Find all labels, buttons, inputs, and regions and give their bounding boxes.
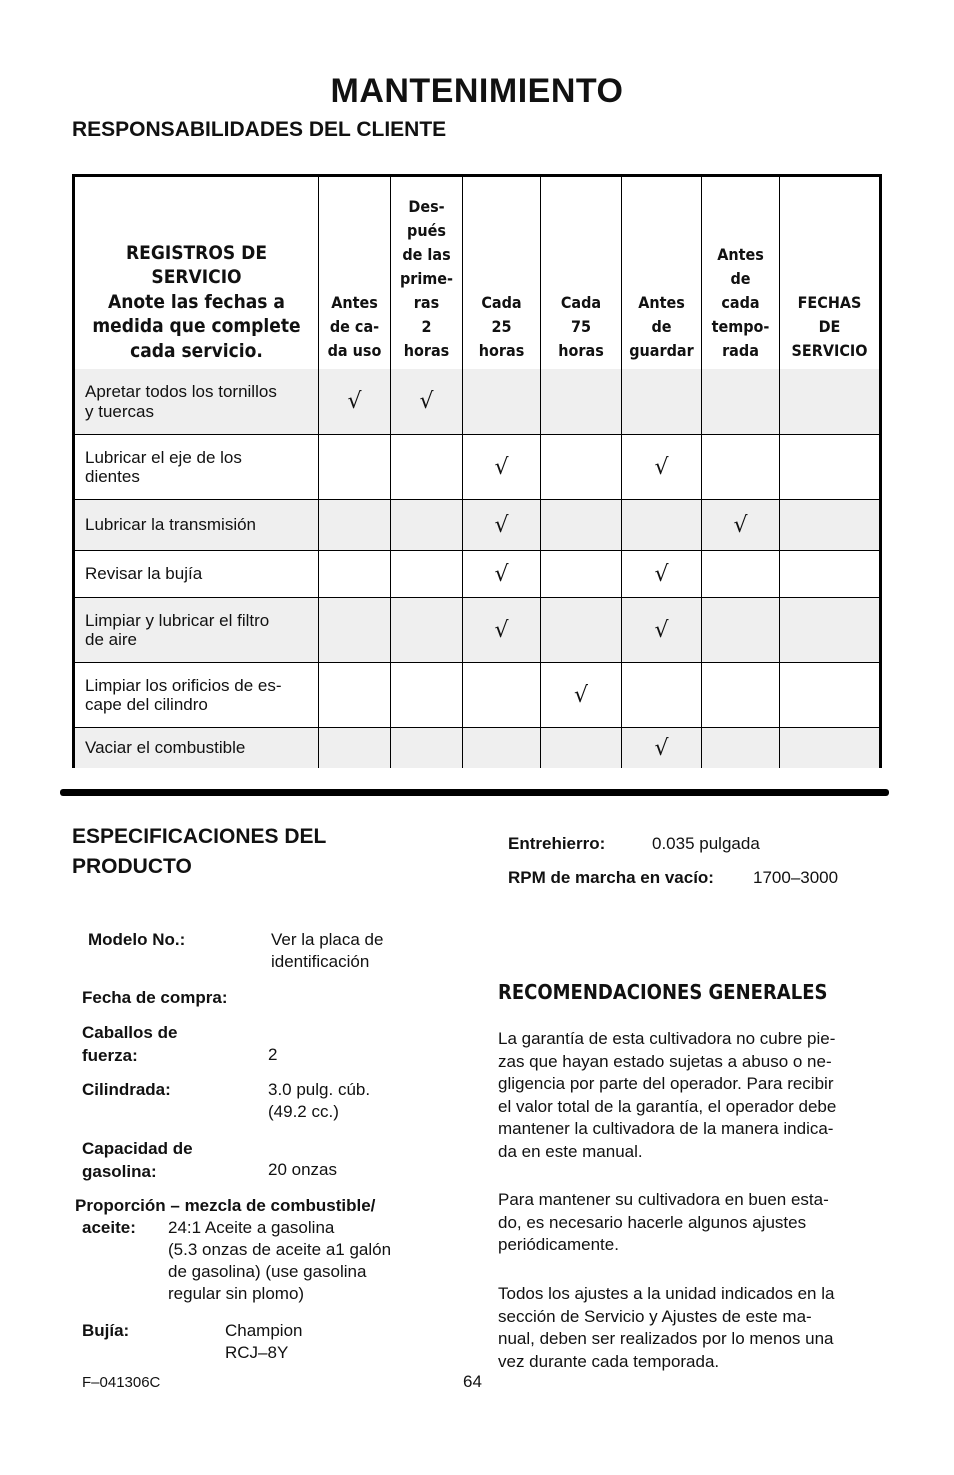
empty-cell (390, 500, 462, 550)
empty-cell (540, 728, 621, 768)
column-header-antes-de-cada-uso: Antes de ca- da uso (318, 177, 390, 369)
empty-cell (390, 435, 462, 499)
column-header-cada-25-horas: Cada 25 horas (462, 177, 540, 369)
spec-label-bujia: Bujía: (82, 1321, 130, 1340)
table-row-label: Lubricar el eje de los dientes (85, 447, 242, 486)
table-row-label: Lubricar la transmisión (85, 515, 257, 535)
table-row-label: Apretar todos los tornillos y tuercas (85, 382, 277, 421)
empty-cell (462, 663, 540, 727)
empty-cell (621, 500, 701, 550)
check-mark-cell: √ (390, 369, 462, 434)
table-row (75, 369, 879, 435)
check-mark-cell: √ (318, 369, 390, 434)
table-corner-header: REGISTROS DE SERVICIO Anote las fechas a medida que complete cada servicio. (92, 241, 301, 362)
empty-cell (621, 369, 701, 434)
spec-value-aceite: 24:1 Aceite a gasolina (5.3 onzas de aceite a1 galón de gasolina) (use gasolina regular sin plomo) (168, 1218, 392, 1303)
empty-cell (621, 663, 701, 727)
table-row-label: Vaciar el combustible (85, 738, 246, 758)
empty-cell (779, 500, 879, 550)
empty-cell (318, 663, 390, 727)
empty-cell (701, 598, 779, 662)
empty-cell (701, 728, 779, 768)
empty-cell (462, 728, 540, 768)
empty-cell (318, 500, 390, 550)
recomendaciones-paragraph-1: La garantía de esta cultivadora no cubre pie- zas que hayan estado sujetas a abuso o ne- gligencia por parte del operador. Para recibir el valor total de la garantía, el operador debe mantener la cultivadora de la manera indica- da en este manual. (498, 1029, 837, 1161)
spec-label-capacidad: Capacidad de gasolina: (82, 1139, 193, 1181)
table-row-label: Revisar la bujía (85, 564, 203, 584)
empty-cell (540, 551, 621, 597)
empty-cell (779, 663, 879, 727)
empty-cell (390, 551, 462, 597)
empty-cell (701, 551, 779, 597)
empty-cell (462, 369, 540, 434)
spec-label-modelo: Modelo No.: (88, 930, 186, 949)
check-mark-cell: √ (621, 435, 701, 499)
check-mark-cell: √ (701, 500, 779, 550)
check-mark-cell: √ (540, 663, 621, 727)
spec-value-modelo: Ver la placa de identificación (271, 930, 384, 971)
table-row (75, 500, 879, 551)
column-header-despues-primeras-2-horas: Des- pués de las prime- ras 2 horas (390, 177, 462, 369)
empty-cell (318, 435, 390, 499)
spec-label-entrehierro: Entrehierro: (508, 834, 606, 853)
check-mark-cell: √ (462, 500, 540, 550)
spec-label-rpm: RPM de marcha en vacío: (508, 868, 714, 887)
spec-label-cilindrada: Cilindrada: (82, 1080, 171, 1099)
empty-cell (779, 728, 879, 768)
empty-cell (779, 598, 879, 662)
empty-cell (540, 369, 621, 434)
table-row (75, 551, 879, 598)
page-number: 64 (463, 1372, 482, 1391)
check-mark-cell: √ (462, 435, 540, 499)
column-header-antes-de-cada-temporada: Antes de cada tempo- rada (701, 177, 779, 369)
empty-cell (318, 551, 390, 597)
maintenance-table (72, 174, 882, 768)
check-mark-cell: √ (462, 551, 540, 597)
spec-value-entrehierro: 0.035 pulgada (652, 834, 760, 853)
recomendaciones-paragraph-2: Para mantener su cultivadora en buen esta- do, es necesario hacerle algunos ajustes periódicamente. (498, 1190, 829, 1254)
empty-cell (701, 435, 779, 499)
spec-label-proporcion: Proporción – mezcla de combustible/ (75, 1196, 376, 1215)
table-header (75, 177, 879, 372)
spec-value-bujia: Champion RCJ–8Y (225, 1321, 303, 1362)
section-heading-responsabilidades: RESPONSABILIDADES DEL CLIENTE (72, 118, 447, 141)
empty-cell (701, 663, 779, 727)
check-mark-cell: √ (621, 551, 701, 597)
empty-cell (779, 369, 879, 434)
spec-value-caballos: 2 (268, 1045, 278, 1064)
empty-cell (779, 435, 879, 499)
spec-label-caballos: Caballos de fuerza: (82, 1023, 178, 1065)
table-row-label: Limpiar y lubricar el filtro de aire (85, 610, 270, 649)
empty-cell (540, 598, 621, 662)
table-row (75, 663, 879, 728)
empty-cell (318, 728, 390, 768)
document-code: F–041306C (82, 1374, 161, 1391)
column-header-fechas-de-servicio: FECHAS DE SERVICIO (779, 177, 879, 369)
table-row (75, 728, 879, 768)
spec-label-fecha-compra: Fecha de compra: (82, 988, 228, 1007)
column-header-cada-75-horas: Cada 75 horas (540, 177, 621, 369)
spec-value-capacidad: 20 onzas (268, 1160, 337, 1179)
column-header-antes-de-guardar: Antes de guardar (621, 177, 701, 369)
empty-cell (701, 369, 779, 434)
table-row-label: Limpiar los orificios de es- cape del cilindro (85, 675, 282, 714)
empty-cell (390, 663, 462, 727)
spec-value-cilindrada: 3.0 pulg. cúb. (49.2 cc.) (268, 1080, 371, 1121)
check-mark-cell: √ (621, 728, 701, 768)
empty-cell (318, 598, 390, 662)
check-mark-cell: √ (462, 598, 540, 662)
empty-cell (390, 728, 462, 768)
check-mark-cell: √ (621, 598, 701, 662)
table-row (75, 435, 879, 500)
section-heading-especificaciones: ESPECIFICACIONES DEL PRODUCTO (72, 825, 327, 878)
table-row (75, 598, 879, 663)
section-divider (60, 789, 889, 796)
recomendaciones-paragraph-3: Todos los ajustes a la unidad indicados en la sección de Servicio y Ajustes de este ma- nual, deben ser realizados por lo menos una vez durante cada temporada. (498, 1284, 835, 1371)
spec-value-rpm: 1700–3000 (753, 868, 839, 887)
section-heading-recomendaciones: RECOMENDACIONES GENERALES (498, 980, 828, 1004)
spec-label-aceite: aceite: (82, 1218, 136, 1237)
empty-cell (779, 551, 879, 597)
empty-cell (390, 598, 462, 662)
empty-cell (540, 435, 621, 499)
empty-cell (540, 500, 621, 550)
page-title: MANTENIMIENTO (330, 72, 624, 110)
